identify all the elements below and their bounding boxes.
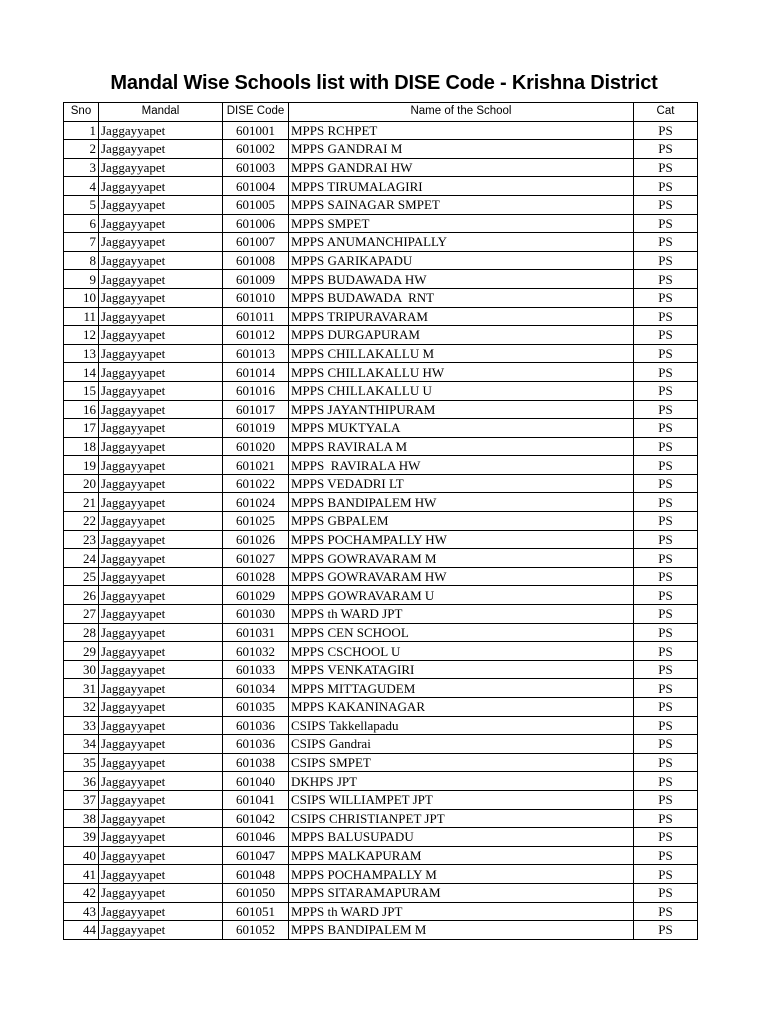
cell-school-name: MPPS KAKANINAGAR <box>289 698 634 717</box>
cell-category: PS <box>634 288 698 307</box>
table-row <box>64 344 698 363</box>
cell-mandal: Jaggayyapet <box>99 214 223 233</box>
cell-category: PS <box>634 233 698 252</box>
cell-dise-code: 601050 <box>223 883 289 902</box>
cell-mandal: Jaggayyapet <box>99 846 223 865</box>
table-body <box>64 121 698 939</box>
table-row <box>64 809 698 828</box>
cell-category: PS <box>634 512 698 531</box>
cell-sno: 35 <box>64 753 99 772</box>
cell-category: PS <box>634 735 698 754</box>
cell-category: PS <box>634 214 698 233</box>
cell-sno: 16 <box>64 400 99 419</box>
cell-dise-code: 601048 <box>223 865 289 884</box>
cell-mandal: Jaggayyapet <box>99 679 223 698</box>
cell-school-name: CSIPS SMPET <box>289 753 634 772</box>
table-row <box>64 642 698 661</box>
cell-sno: 28 <box>64 623 99 642</box>
cell-mandal: Jaggayyapet <box>99 698 223 717</box>
cell-category: PS <box>634 474 698 493</box>
cell-mandal: Jaggayyapet <box>99 660 223 679</box>
cell-category: PS <box>634 158 698 177</box>
cell-dise-code: 601026 <box>223 530 289 549</box>
cell-dise-code: 601017 <box>223 400 289 419</box>
cell-category: PS <box>634 567 698 586</box>
cell-mandal: Jaggayyapet <box>99 474 223 493</box>
cell-mandal: Jaggayyapet <box>99 586 223 605</box>
cell-sno: 32 <box>64 698 99 717</box>
cell-sno: 2 <box>64 140 99 159</box>
table-row <box>64 140 698 159</box>
cell-category: PS <box>634 344 698 363</box>
cell-dise-code: 601033 <box>223 660 289 679</box>
cell-category: PS <box>634 883 698 902</box>
cell-sno: 5 <box>64 195 99 214</box>
cell-mandal: Jaggayyapet <box>99 233 223 252</box>
cell-school-name: MPPS TIRUMALAGIRI <box>289 177 634 196</box>
cell-mandal: Jaggayyapet <box>99 790 223 809</box>
header-sno: Sno <box>64 103 99 122</box>
cell-dise-code: 601052 <box>223 921 289 940</box>
cell-sno: 3 <box>64 158 99 177</box>
cell-school-name: MPPS JAYANTHIPURAM <box>289 400 634 419</box>
cell-mandal: Jaggayyapet <box>99 530 223 549</box>
cell-school-name: MPPS SITARAMAPURAM <box>289 883 634 902</box>
cell-mandal: Jaggayyapet <box>99 883 223 902</box>
schools-table <box>63 102 698 940</box>
cell-category: PS <box>634 846 698 865</box>
cell-mandal: Jaggayyapet <box>99 512 223 531</box>
cell-category: PS <box>634 865 698 884</box>
table-row <box>64 419 698 438</box>
cell-sno: 38 <box>64 809 99 828</box>
cell-dise-code: 601003 <box>223 158 289 177</box>
header-category: Cat <box>634 103 698 122</box>
cell-category: PS <box>634 623 698 642</box>
cell-dise-code: 601032 <box>223 642 289 661</box>
cell-school-name: MPPS CEN SCHOOL <box>289 623 634 642</box>
cell-category: PS <box>634 790 698 809</box>
cell-category: PS <box>634 772 698 791</box>
cell-school-name: MPPS MUKTYALA <box>289 419 634 438</box>
table-row <box>64 790 698 809</box>
cell-category: PS <box>634 493 698 512</box>
table-row <box>64 605 698 624</box>
cell-sno: 36 <box>64 772 99 791</box>
cell-category: PS <box>634 381 698 400</box>
cell-dise-code: 601036 <box>223 735 289 754</box>
cell-dise-code: 601021 <box>223 456 289 475</box>
cell-dise-code: 601040 <box>223 772 289 791</box>
cell-sno: 24 <box>64 549 99 568</box>
table-row <box>64 195 698 214</box>
cell-category: PS <box>634 716 698 735</box>
cell-mandal: Jaggayyapet <box>99 605 223 624</box>
cell-mandal: Jaggayyapet <box>99 716 223 735</box>
cell-mandal: Jaggayyapet <box>99 493 223 512</box>
cell-sno: 7 <box>64 233 99 252</box>
cell-dise-code: 601029 <box>223 586 289 605</box>
cell-mandal: Jaggayyapet <box>99 400 223 419</box>
table-row <box>64 883 698 902</box>
cell-sno: 41 <box>64 865 99 884</box>
cell-mandal: Jaggayyapet <box>99 809 223 828</box>
cell-dise-code: 601001 <box>223 121 289 140</box>
cell-category: PS <box>634 121 698 140</box>
table-row <box>64 214 698 233</box>
table-row <box>64 772 698 791</box>
cell-dise-code: 601051 <box>223 902 289 921</box>
cell-sno: 42 <box>64 883 99 902</box>
cell-mandal: Jaggayyapet <box>99 419 223 438</box>
table-row <box>64 679 698 698</box>
cell-category: PS <box>634 809 698 828</box>
table-row <box>64 828 698 847</box>
table-row <box>64 567 698 586</box>
cell-school-name: MPPS ANUMANCHIPALLY <box>289 233 634 252</box>
cell-sno: 22 <box>64 512 99 531</box>
cell-category: PS <box>634 437 698 456</box>
table-row <box>64 121 698 140</box>
table-header-row <box>64 103 698 122</box>
cell-mandal: Jaggayyapet <box>99 140 223 159</box>
cell-school-name: MPPS th WARD JPT <box>289 605 634 624</box>
cell-school-name: CSIPS CHRISTIANPET JPT <box>289 809 634 828</box>
table-row <box>64 307 698 326</box>
cell-school-name: MPPS th WARD JPT <box>289 902 634 921</box>
table-row <box>64 530 698 549</box>
table-row <box>64 493 698 512</box>
cell-category: PS <box>634 400 698 419</box>
cell-dise-code: 601030 <box>223 605 289 624</box>
cell-sno: 4 <box>64 177 99 196</box>
cell-dise-code: 601014 <box>223 363 289 382</box>
cell-school-name: MPPS VENKATAGIRI <box>289 660 634 679</box>
cell-category: PS <box>634 456 698 475</box>
cell-school-name: MPPS GOWRAVARAM HW <box>289 567 634 586</box>
cell-category: PS <box>634 586 698 605</box>
cell-dise-code: 601004 <box>223 177 289 196</box>
cell-sno: 8 <box>64 251 99 270</box>
cell-dise-code: 601046 <box>223 828 289 847</box>
table-row <box>64 549 698 568</box>
cell-sno: 20 <box>64 474 99 493</box>
cell-category: PS <box>634 642 698 661</box>
cell-school-name: MPPS GBPALEM <box>289 512 634 531</box>
cell-dise-code: 601038 <box>223 753 289 772</box>
cell-mandal: Jaggayyapet <box>99 363 223 382</box>
cell-category: PS <box>634 251 698 270</box>
table-row <box>64 623 698 642</box>
cell-category: PS <box>634 177 698 196</box>
cell-mandal: Jaggayyapet <box>99 177 223 196</box>
table-row <box>64 865 698 884</box>
cell-category: PS <box>634 549 698 568</box>
cell-school-name: MPPS CHILLAKALLU HW <box>289 363 634 382</box>
table-row <box>64 158 698 177</box>
cell-sno: 12 <box>64 326 99 345</box>
table-row <box>64 233 698 252</box>
cell-school-name: MPPS SAINAGAR SMPET <box>289 195 634 214</box>
cell-sno: 30 <box>64 660 99 679</box>
cell-sno: 39 <box>64 828 99 847</box>
cell-school-name: MPPS BALUSUPADU <box>289 828 634 847</box>
table-row <box>64 474 698 493</box>
cell-school-name: MPPS POCHAMPALLY M <box>289 865 634 884</box>
cell-mandal: Jaggayyapet <box>99 381 223 400</box>
cell-mandal: Jaggayyapet <box>99 735 223 754</box>
cell-category: PS <box>634 270 698 289</box>
cell-category: PS <box>634 530 698 549</box>
cell-category: PS <box>634 307 698 326</box>
header-dise-code: DISE Code <box>223 103 289 122</box>
cell-mandal: Jaggayyapet <box>99 307 223 326</box>
cell-mandal: Jaggayyapet <box>99 902 223 921</box>
table-row <box>64 177 698 196</box>
cell-category: PS <box>634 921 698 940</box>
table-row <box>64 512 698 531</box>
cell-mandal: Jaggayyapet <box>99 567 223 586</box>
cell-sno: 31 <box>64 679 99 698</box>
cell-sno: 9 <box>64 270 99 289</box>
table-row <box>64 921 698 940</box>
cell-dise-code: 601025 <box>223 512 289 531</box>
cell-sno: 44 <box>64 921 99 940</box>
cell-school-name: MPPS GANDRAI M <box>289 140 634 159</box>
page-title: Mandal Wise Schools list with DISE Code - Krishna District <box>110 72 658 94</box>
cell-mandal: Jaggayyapet <box>99 828 223 847</box>
cell-school-name: MPPS MALKAPURAM <box>289 846 634 865</box>
cell-category: PS <box>634 419 698 438</box>
cell-school-name: MPPS MITTAGUDEM <box>289 679 634 698</box>
header-mandal: Mandal <box>99 103 223 122</box>
cell-category: PS <box>634 605 698 624</box>
cell-category: PS <box>634 679 698 698</box>
cell-dise-code: 601027 <box>223 549 289 568</box>
header-school-name: Name of the School <box>289 103 634 122</box>
table-row <box>64 288 698 307</box>
cell-mandal: Jaggayyapet <box>99 772 223 791</box>
cell-sno: 21 <box>64 493 99 512</box>
table-row <box>64 456 698 475</box>
cell-sno: 13 <box>64 344 99 363</box>
cell-school-name: DKHPS JPT <box>289 772 634 791</box>
cell-sno: 1 <box>64 121 99 140</box>
cell-category: PS <box>634 195 698 214</box>
table-row <box>64 902 698 921</box>
table-row <box>64 698 698 717</box>
cell-sno: 23 <box>64 530 99 549</box>
cell-mandal: Jaggayyapet <box>99 344 223 363</box>
cell-mandal: Jaggayyapet <box>99 549 223 568</box>
cell-category: PS <box>634 828 698 847</box>
cell-sno: 43 <box>64 902 99 921</box>
cell-category: PS <box>634 363 698 382</box>
cell-sno: 37 <box>64 790 99 809</box>
cell-mandal: Jaggayyapet <box>99 270 223 289</box>
cell-mandal: Jaggayyapet <box>99 753 223 772</box>
cell-category: PS <box>634 660 698 679</box>
cell-school-name: MPPS BANDIPALEM M <box>289 921 634 940</box>
cell-dise-code: 601008 <box>223 251 289 270</box>
cell-school-name: MPPS DURGAPURAM <box>289 326 634 345</box>
cell-dise-code: 601011 <box>223 307 289 326</box>
cell-school-name: MPPS GOWRAVARAM M <box>289 549 634 568</box>
cell-mandal: Jaggayyapet <box>99 158 223 177</box>
table-row <box>64 363 698 382</box>
cell-dise-code: 601009 <box>223 270 289 289</box>
cell-sno: 17 <box>64 419 99 438</box>
cell-dise-code: 601035 <box>223 698 289 717</box>
cell-school-name: MPPS VEDADRI LT <box>289 474 634 493</box>
cell-dise-code: 601024 <box>223 493 289 512</box>
cell-sno: 26 <box>64 586 99 605</box>
cell-school-name: MPPS RCHPET <box>289 121 634 140</box>
cell-school-name: MPPS POCHAMPALLY HW <box>289 530 634 549</box>
cell-sno: 19 <box>64 456 99 475</box>
cell-dise-code: 601041 <box>223 790 289 809</box>
cell-sno: 15 <box>64 381 99 400</box>
cell-sno: 29 <box>64 642 99 661</box>
table-row <box>64 716 698 735</box>
cell-dise-code: 601020 <box>223 437 289 456</box>
cell-mandal: Jaggayyapet <box>99 456 223 475</box>
cell-category: PS <box>634 140 698 159</box>
table-row <box>64 753 698 772</box>
table-row <box>64 326 698 345</box>
cell-school-name: MPPS CHILLAKALLU U <box>289 381 634 400</box>
cell-mandal: Jaggayyapet <box>99 326 223 345</box>
cell-dise-code: 601034 <box>223 679 289 698</box>
cell-mandal: Jaggayyapet <box>99 251 223 270</box>
cell-dise-code: 601006 <box>223 214 289 233</box>
cell-school-name: CSIPS Takkellapadu <box>289 716 634 735</box>
cell-school-name: MPPS RAVIRALA M <box>289 437 634 456</box>
cell-school-name: MPPS SMPET <box>289 214 634 233</box>
cell-dise-code: 601013 <box>223 344 289 363</box>
cell-mandal: Jaggayyapet <box>99 437 223 456</box>
cell-dise-code: 601036 <box>223 716 289 735</box>
cell-school-name: CSIPS WILLIAMPET JPT <box>289 790 634 809</box>
cell-dise-code: 601016 <box>223 381 289 400</box>
cell-sno: 40 <box>64 846 99 865</box>
table-row <box>64 437 698 456</box>
cell-school-name: MPPS RAVIRALA HW <box>289 456 634 475</box>
table-row <box>64 381 698 400</box>
table-row <box>64 735 698 754</box>
cell-dise-code: 601012 <box>223 326 289 345</box>
cell-dise-code: 601010 <box>223 288 289 307</box>
cell-sno: 10 <box>64 288 99 307</box>
cell-mandal: Jaggayyapet <box>99 865 223 884</box>
cell-sno: 33 <box>64 716 99 735</box>
cell-mandal: Jaggayyapet <box>99 195 223 214</box>
cell-school-name: MPPS TRIPURAVARAM <box>289 307 634 326</box>
cell-school-name: MPPS GARIKAPADU <box>289 251 634 270</box>
cell-mandal: Jaggayyapet <box>99 623 223 642</box>
cell-dise-code: 601005 <box>223 195 289 214</box>
cell-dise-code: 601022 <box>223 474 289 493</box>
cell-sno: 14 <box>64 363 99 382</box>
cell-category: PS <box>634 902 698 921</box>
table-row <box>64 660 698 679</box>
cell-dise-code: 601028 <box>223 567 289 586</box>
cell-category: PS <box>634 753 698 772</box>
cell-school-name: MPPS BANDIPALEM HW <box>289 493 634 512</box>
cell-sno: 27 <box>64 605 99 624</box>
cell-sno: 6 <box>64 214 99 233</box>
cell-mandal: Jaggayyapet <box>99 288 223 307</box>
cell-school-name: MPPS GANDRAI HW <box>289 158 634 177</box>
table-row <box>64 270 698 289</box>
table-row <box>64 251 698 270</box>
cell-sno: 11 <box>64 307 99 326</box>
cell-dise-code: 601002 <box>223 140 289 159</box>
cell-category: PS <box>634 698 698 717</box>
table-row <box>64 400 698 419</box>
cell-mandal: Jaggayyapet <box>99 642 223 661</box>
cell-school-name: MPPS CSCHOOL U <box>289 642 634 661</box>
cell-dise-code: 601019 <box>223 419 289 438</box>
cell-category: PS <box>634 326 698 345</box>
cell-sno: 18 <box>64 437 99 456</box>
cell-school-name: MPPS BUDAWADA RNT <box>289 288 634 307</box>
cell-dise-code: 601007 <box>223 233 289 252</box>
table-row <box>64 586 698 605</box>
cell-mandal: Jaggayyapet <box>99 121 223 140</box>
cell-sno: 34 <box>64 735 99 754</box>
table-row <box>64 846 698 865</box>
cell-dise-code: 601047 <box>223 846 289 865</box>
cell-school-name: MPPS BUDAWADA HW <box>289 270 634 289</box>
cell-dise-code: 601031 <box>223 623 289 642</box>
cell-sno: 25 <box>64 567 99 586</box>
cell-school-name: CSIPS Gandrai <box>289 735 634 754</box>
cell-mandal: Jaggayyapet <box>99 921 223 940</box>
cell-school-name: MPPS CHILLAKALLU M <box>289 344 634 363</box>
cell-dise-code: 601042 <box>223 809 289 828</box>
cell-school-name: MPPS GOWRAVARAM U <box>289 586 634 605</box>
